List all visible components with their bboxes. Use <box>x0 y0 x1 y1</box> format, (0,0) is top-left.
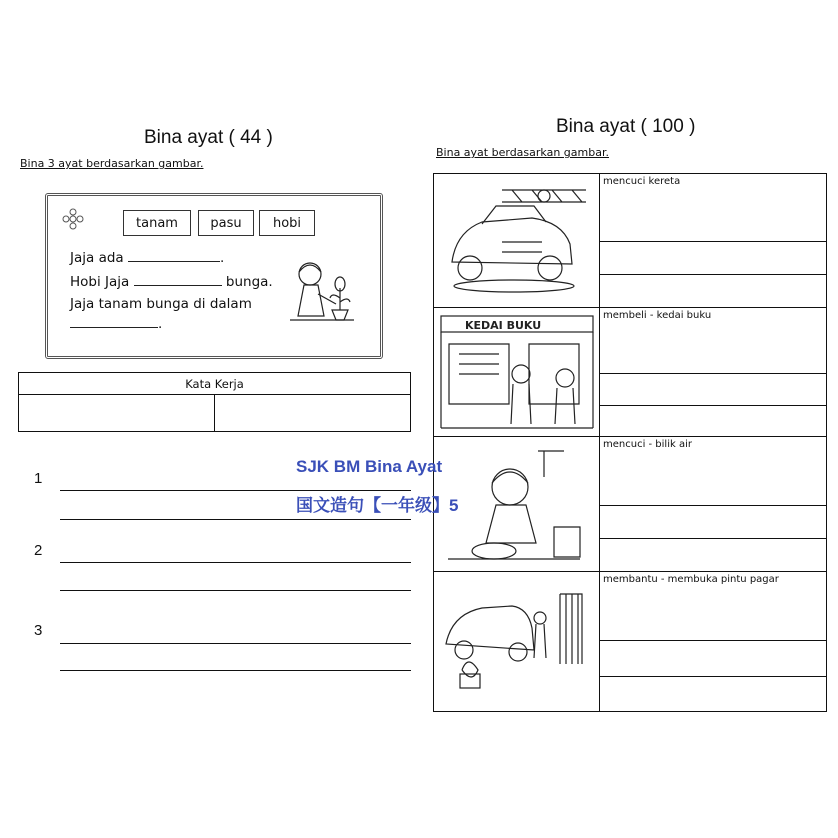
girl-planting-flower-icon <box>280 258 364 334</box>
word-box-hobi: hobi <box>259 210 315 236</box>
writing-line-3b[interactable] <box>60 670 411 671</box>
kata-kerja-header: Kata Kerja <box>19 373 411 395</box>
writing-line-3a[interactable] <box>60 643 411 644</box>
bookshop-sign: KEDAI BUKU <box>465 319 542 332</box>
answer-cell-2[interactable] <box>599 307 827 374</box>
bookshop-icon <box>439 314 595 432</box>
blank-3[interactable] <box>70 327 158 328</box>
prompt-3: mencuci - bilik air <box>603 439 692 450</box>
left-title: Bina ayat ( 44 ) <box>144 127 273 148</box>
prompt-4: membantu - membuka pintu pagar <box>603 574 779 585</box>
answer-line-4c[interactable] <box>599 676 827 712</box>
kata-kerja-cell-2[interactable] <box>215 395 411 432</box>
sentence-2: Hobi Jaja bunga. <box>70 274 273 290</box>
word-box-tanam: tanam <box>123 210 191 236</box>
watermark-line-1: SJK BM Bina Ayat <box>296 457 443 476</box>
left-instruction: Bina 3 ayat berdasarkan gambar. <box>20 157 204 170</box>
answer-line-2c[interactable] <box>599 405 827 437</box>
flower-ornament-icon <box>62 208 84 230</box>
answer-line-3c[interactable] <box>599 538 827 572</box>
prompt-1: mencuci kereta <box>603 176 681 187</box>
sentence-grid <box>433 173 827 712</box>
image-cell-1 <box>433 173 600 308</box>
line-number-2: 2 <box>34 542 43 559</box>
answer-line-1b[interactable] <box>599 241 827 275</box>
answer-cell-4[interactable] <box>599 571 827 641</box>
blank-2[interactable] <box>134 285 222 286</box>
answer-cell-3[interactable] <box>599 436 827 506</box>
right-instruction: Bina ayat berdasarkan gambar. <box>436 146 609 159</box>
word-box-pasu: pasu <box>198 210 254 236</box>
line-number-1: 1 <box>34 470 43 487</box>
answer-line-1c[interactable] <box>599 274 827 308</box>
kata-kerja-table <box>18 372 411 432</box>
prompt-2: membeli - kedai buku <box>603 310 712 321</box>
sentence-3-blank: . <box>70 316 162 332</box>
image-cell-2 <box>433 307 600 437</box>
picture-frame <box>45 193 383 359</box>
sentence-3: Jaja tanam bunga di dalam <box>70 296 252 312</box>
car-wash-icon <box>442 182 586 296</box>
writing-line-2b[interactable] <box>60 590 411 591</box>
answer-line-3b[interactable] <box>599 505 827 539</box>
bathroom-washing-icon <box>444 447 584 563</box>
gate-opening-icon <box>442 584 588 696</box>
answer-line-4b[interactable] <box>599 640 827 677</box>
blank-1[interactable] <box>128 261 220 262</box>
writing-line-1b[interactable] <box>60 519 411 520</box>
sentence-1: Jaja ada . <box>70 250 225 266</box>
answer-cell-1[interactable] <box>599 173 827 242</box>
answer-line-2b[interactable] <box>599 373 827 406</box>
image-cell-4 <box>433 571 600 712</box>
line-number-3: 3 <box>34 622 43 639</box>
watermark-line-2: 国文造句【一年级】5 <box>296 496 459 515</box>
kata-kerja-cell-1[interactable] <box>19 395 215 432</box>
writing-line-2a[interactable] <box>60 562 411 563</box>
right-title: Bina ayat ( 100 ) <box>556 116 696 137</box>
